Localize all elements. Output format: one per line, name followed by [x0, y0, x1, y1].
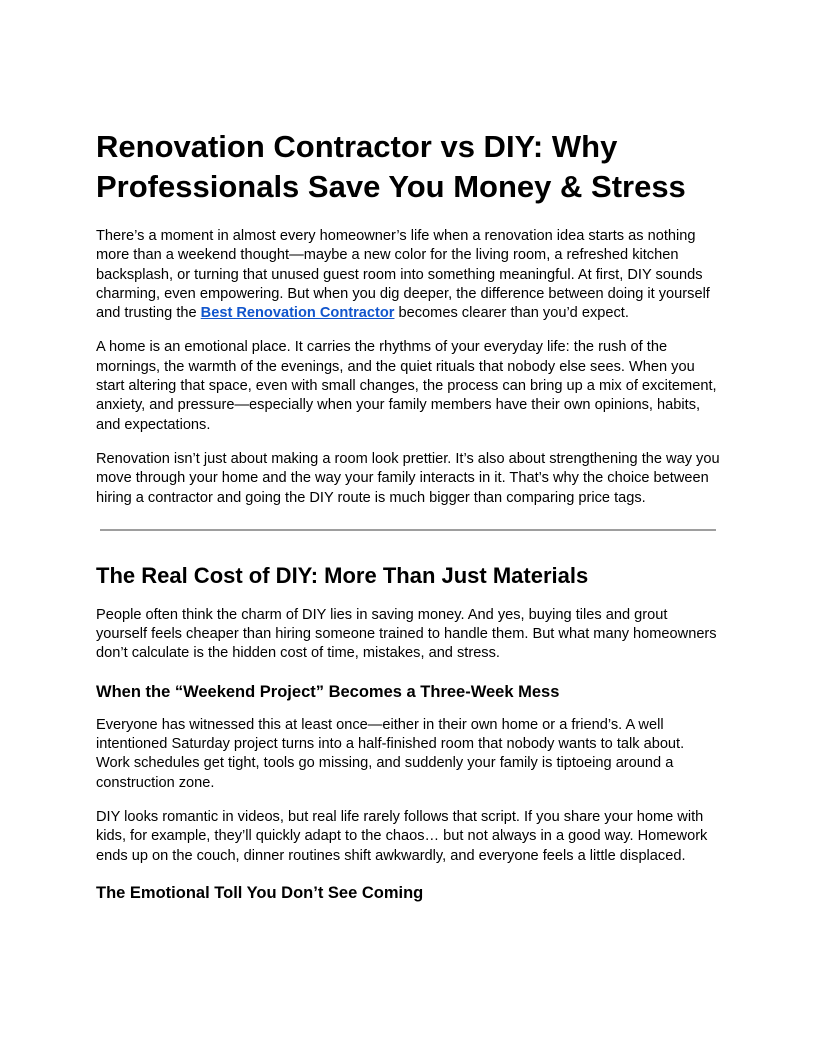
section-divider	[100, 529, 716, 531]
subheading-weekend-project: When the “Weekend Project” Becomes a Three-Week Mess	[96, 682, 560, 701]
intro-paragraph-1	[96, 227, 720, 323]
subsection-paragraph-1: Everyone has witnessed this at least once—either in their own home or a friend’s. A well intentioned Saturday project turns into a half-finished room that nobody wants to talk about. Work schedules get tight, tools go missing, and suddenly your family is tiptoeing around a construction zone.	[96, 716, 685, 791]
section-heading-real-cost: The Real Cost of DIY: More Than Just Materials	[96, 562, 589, 588]
subsection-paragraph-2: DIY looks romantic in videos, but real life rarely follows that script. If you share your home with kids, for example, they’ll quickly adapt to the chaos… but not always in a good way. Homework ends up on the couch, dinner routines shift awkwardly, and everyone feels a little displaced.	[96, 808, 708, 864]
intro-paragraph-3: Renovation isn’t just about making a room look prettier. It’s also about strengthening the way you move through your home and the way your family interacts in it. That’s why the choice between hiring a contractor and going the DIY route is much bigger than comparing price tags.	[96, 450, 720, 506]
intro-text-after-link: becomes clearer than you’d expect.	[394, 305, 629, 322]
intro-text-before-link: There’s a moment in almost every homeowner’s life when a renovation idea starts as nothing more than a weekend thought—maybe a new color for the living room, a refreshed kitchen backsplash, or turning that unused guest room into something meaningful. At first, DIY sounds charming, even empowering. But when you dig deeper, the difference between doing it yourself and trusting the	[96, 228, 710, 322]
subheading-emotional-toll: The Emotional Toll You Don’t See Coming	[96, 883, 424, 902]
document-page	[96, 127, 720, 917]
document-title: Renovation Contractor vs DIY: Why Professionals Save You Money & Stress	[96, 129, 686, 204]
intro-paragraph-2: A home is an emotional place. It carries the rhythms of your everyday life: the rush of the mornings, the warmth of the evenings, and the quiet rituals that nobody else sees. When you start altering that space, even with small changes, the process can bring up a mix of excitement, anxiety, and pressure—especially when your family members have their own opinions, habits, and expectations.	[96, 339, 717, 433]
best-renovation-contractor-link[interactable]: Best Renovation Contractor	[200, 305, 395, 322]
section-paragraph-1: People often think the charm of DIY lies in saving money. And yes, buying tiles and grout yourself feels cheaper than hiring someone trained to handle them. But what many homeowners don’t calculate is the hidden cost of time, mistakes, and stress.	[96, 606, 717, 662]
